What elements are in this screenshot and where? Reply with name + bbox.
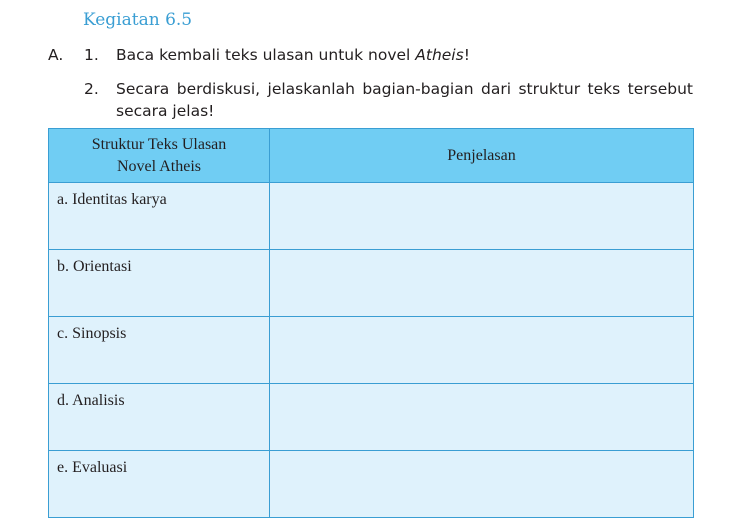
table-header-row: [49, 129, 694, 183]
section-label: A.: [48, 46, 64, 64]
item-text-2: Secara berdiskusi, jelaskanlah bagian-bagian dari struktur teks tersebut secara jelas!: [116, 80, 693, 120]
row-answer-sinopsis[interactable]: [270, 317, 694, 384]
row-answer-analisis[interactable]: [270, 384, 694, 451]
item-number-1: 1.: [84, 46, 99, 64]
header-structure-line1: Struktur Teks Ulasan: [91, 135, 227, 153]
table-row: [49, 451, 694, 518]
table-row: [49, 250, 694, 317]
item-text-1-after: !: [463, 46, 470, 64]
row-label-sinopsis: c. Sinopsis: [49, 317, 270, 384]
row-answer-evaluasi[interactable]: [270, 451, 694, 518]
item-text-1: [116, 44, 470, 66]
row-label-orientasi: b. Orientasi: [49, 250, 270, 317]
header-structure-line2: Novel Atheis: [117, 157, 201, 175]
table-row: [49, 317, 694, 384]
row-label-identitas: a. Identitas karya: [49, 183, 270, 250]
row-label-evaluasi: e. Evaluasi: [49, 451, 270, 518]
table-row: [49, 384, 694, 451]
item-text-1-before: Baca kembali teks ulasan untuk novel: [116, 46, 416, 64]
header-explanation: Penjelasan: [270, 129, 694, 183]
row-label-analisis: d. Analisis: [49, 384, 270, 451]
item-number-2: 2.: [84, 80, 99, 98]
header-structure: [49, 129, 270, 183]
item-text-1-italic: Atheis: [415, 46, 464, 64]
row-answer-identitas[interactable]: [270, 183, 694, 250]
structure-table: [48, 128, 694, 518]
table-row: [49, 183, 694, 250]
activity-title: Kegiatan 6.5: [83, 10, 193, 30]
row-answer-orientasi[interactable]: [270, 250, 694, 317]
